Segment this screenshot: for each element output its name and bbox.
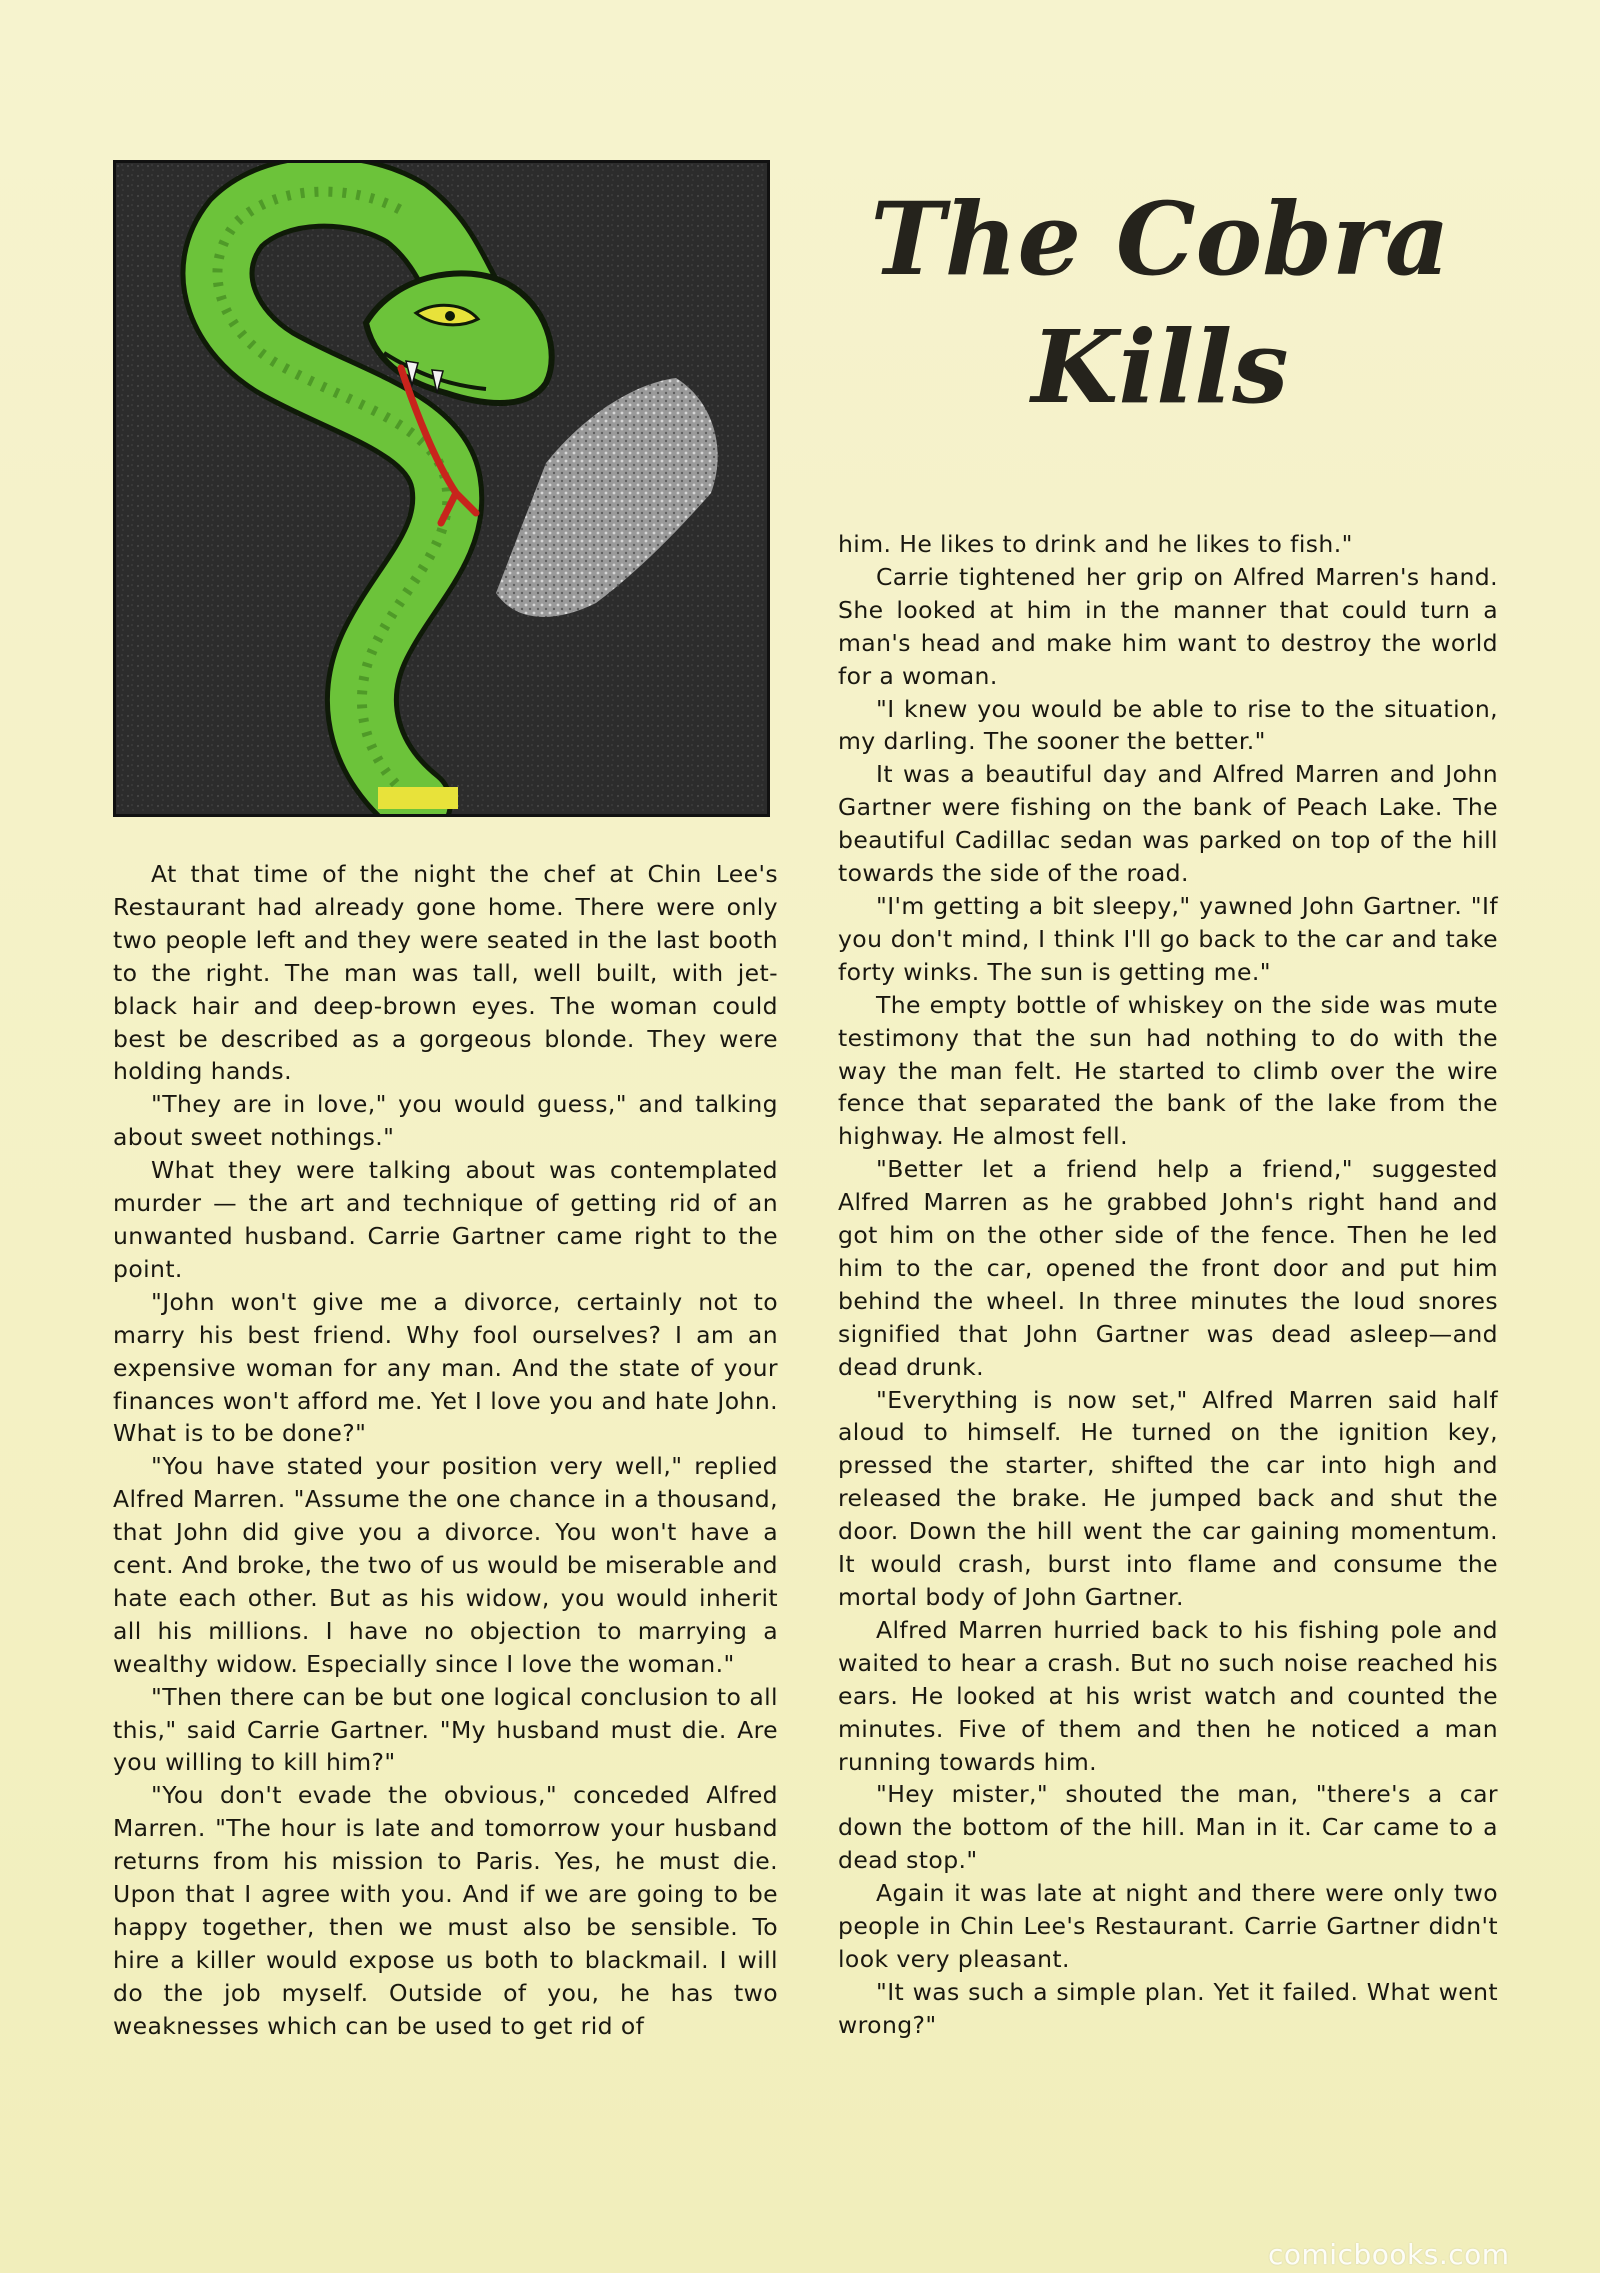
paragraph: It was a beautiful day and Alfred Marren and John Gartner were fishing on the bank of Peach Lake. The beautiful Cadillac sedan was parked on top of the hill towards the side of the road. bbox=[838, 760, 1498, 888]
cobra-snake-icon bbox=[116, 163, 767, 814]
paragraph: Carrie tightened her grip on Alfred Marren's hand. She looked at him in the manner that could turn a man's head and make him want to destroy the world for a woman. bbox=[838, 562, 1498, 690]
paragraph: "You have stated your position very well," replied Alfred Marren. "Assume the one chance in a thousand, that John did give you a divorce. You won't have a cent. And broke, the two of us would be miserable and hate each other. But as his widow, you would inherit all his millions. I have no objection to marrying a wealthy widow. Especially since I love the woman." bbox=[113, 1452, 778, 1678]
watermark: comicbooks.com bbox=[1268, 2238, 1510, 2271]
paragraph: "I knew you would be able to rise to the situation, my darling. The sooner the better." bbox=[838, 694, 1498, 756]
paragraph: "You don't evade the obvious," conceded Alfred Marren. "The hour is late and tomorrow your husband returns from his mission to Paris. Yes, he must die. Upon that I agree with you. And if we are going to be happy together, then we must also be sensible. To hire a killer would expose us both to blackmail. I will do the job myself. Outside of you, he has two weaknesses which can be used to get rid of bbox=[113, 1781, 778, 2040]
paragraph: What they were talking about was contemplated murder — the art and technique of getting rid of an unwanted husband. Carrie Gartner came right to the point. bbox=[113, 1156, 778, 1283]
paragraph: Alfred Marren hurried back to his fishing pole and waited to hear a crash. But no such noise reached his ears. He looked at his wrist watch and counted the minutes. Five of them and then he noticed a man running towards him. bbox=[838, 1615, 1498, 1776]
paragraph: The empty bottle of whiskey on the side was mute testimony that the sun had nothing to do with the way the man felt. He started to climb over the wire fence that separated the bank of the lake from the highway. He almost fell. bbox=[838, 990, 1498, 1151]
paragraph: "I'm getting a bit sleepy," yawned John Gartner. "If you don't mind, I think I'll go back to the car and take forty winks. The sun is getting me." bbox=[838, 891, 1498, 986]
paragraph: At that time of the night the chef at Chin Lee's Restaurant had already gone home. There were only two people left and they were seated in the last booth to the right. The man was tall, well built, with jet-black hair and deep-brown eyes. The woman could best be described as a gorgeous blonde. They were holding hands. bbox=[113, 860, 778, 1086]
right-text-column bbox=[838, 528, 1498, 2042]
paragraph: him. He likes to drink and he likes to fish." bbox=[838, 530, 1353, 558]
story-title bbox=[800, 175, 1520, 431]
paragraph: "Better let a friend help a friend," suggested Alfred Marren as he grabbed John's right hand and got him on the other side of the fence. Then he led him to the car, opened the front door and put him behind the wheel. In three minutes the loud snores signified that John Gartner was dead asleep—and dead drunk. bbox=[838, 1155, 1498, 1381]
paragraph: "Hey mister," shouted the man, "there's a car down the bottom of the hill. Man in it. Car came to a dead stop." bbox=[838, 1780, 1498, 1875]
paragraph: "They are in love," you would guess," and talking about sweet nothings." bbox=[113, 1090, 778, 1152]
left-text-column bbox=[113, 858, 778, 2043]
paragraph: Again it was late at night and there were only two people in Chin Lee's Restaurant. Carrie Gartner didn't look very pleasant. bbox=[838, 1879, 1498, 1973]
cobra-illustration-panel bbox=[113, 160, 770, 817]
paragraph: "Then there can be but one logical conclusion to all this," said Carrie Gartner. "My husband must die. Are you willing to kill him?" bbox=[113, 1682, 778, 1777]
paragraph: "It was such a simple plan. Yet it failed. What went wrong?" bbox=[838, 1977, 1498, 2039]
paragraph: "Everything is now set," Alfred Marren said half aloud to himself. He turned on the ignition key, pressed the starter, shifted the car into high and released the brake. He jumped back and shut the door. Down the hill went the car gaining momentum. It would crash, burst into flame and consume the mortal body of John Gartner. bbox=[838, 1385, 1498, 1611]
paragraph: "John won't give me a divorce, certainly not to marry his best friend. Why fool ourselves? I am an expensive woman for any man. And the state of your finances won't afford me. Yet I love you and hate John. What is to be done?" bbox=[113, 1287, 778, 1448]
title-line-2: Kills bbox=[1031, 308, 1289, 426]
title-line-1: The Cobra bbox=[870, 180, 1450, 298]
